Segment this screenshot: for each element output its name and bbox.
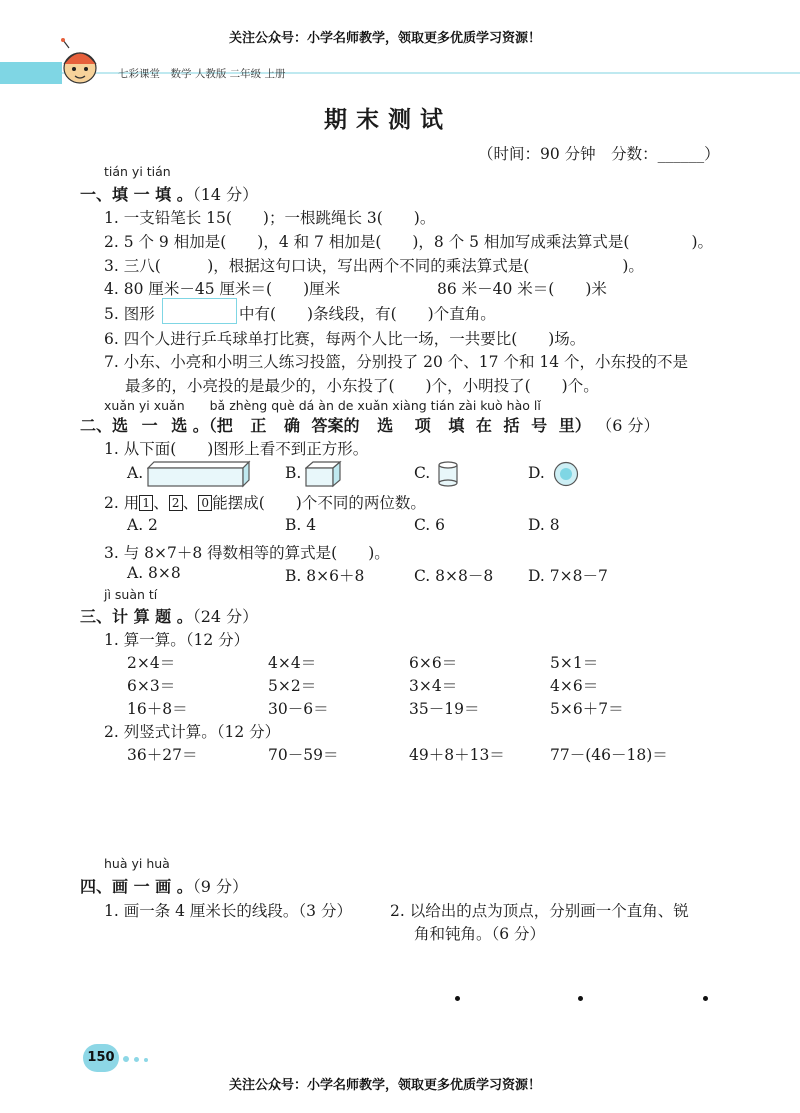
s2-q1-option-c: C.	[414, 464, 431, 482]
time-info: （时间：90 分钟 分数：______）	[478, 145, 720, 163]
s1-question-2: 2. 5 个 9 相加是( )，4 和 7 相加是( )，8 个 5 相加写成乘法算式是( )。	[104, 233, 714, 251]
digit-card-2: 2	[169, 495, 183, 511]
section1-heading: 一、填 一 填 。（14 分）	[80, 185, 259, 204]
footer-banner: 关注公众号：小学名师教学，领取更多优质学习资源！	[229, 1078, 542, 1093]
s1-question-7a: 7. 小东、小亮和小明三人练习投篮，分别投了 20 个、17 个和 14 个，小东投的不是	[104, 353, 689, 371]
s1-question-3: 3. 三八( )，根据这句口诀，写出两个不同的乘法算式是( )。	[104, 257, 644, 275]
s2-q1-option-b: B.	[285, 464, 302, 482]
vertex-dot-3	[703, 996, 708, 1001]
mascot-icon	[55, 38, 105, 86]
s4-question-2a: 2. 以给出的点为顶点，分别画一个直角、锐	[390, 902, 689, 920]
s1-question-5a: 5. 图形	[104, 305, 155, 323]
calc-r3-c1: 16＋8＝	[127, 700, 188, 718]
s2-q3-option-d: D. 7×8－7	[528, 567, 608, 585]
s2-q3-option-c: C. 8×8－8	[414, 567, 494, 585]
s1-question-5b: 中有( )条线段，有( )个直角。	[239, 305, 496, 323]
vertical-calc-4: 77－(46－18)＝	[550, 746, 668, 764]
s4-question-1: 1. 画一条 4 厘米长的线段。（3 分）	[104, 902, 352, 920]
s4-question-2b: 角和钝角。（6 分）	[414, 925, 546, 943]
calc-r1-c2: 4×4＝	[268, 654, 317, 672]
s1-question-4a: 4. 80 厘米－45 厘米＝( )厘米	[104, 280, 341, 298]
cuboid-icon	[147, 460, 251, 488]
calc-r1-c4: 5×1＝	[550, 654, 599, 672]
calc-r2-c2: 5×2＝	[268, 677, 317, 695]
s2-question-3: 3. 与 8×7＋8 得数相等的算式是( )。	[104, 544, 390, 562]
s2-q3-option-a: A. 8×8	[127, 564, 181, 582]
sphere-icon	[553, 461, 579, 487]
cube-icon	[305, 460, 343, 488]
section3-heading: 三、计 算 题 。（24 分）	[80, 607, 259, 626]
calc-r2-c3: 3×4＝	[409, 677, 458, 695]
s2-q3-option-b: B. 8×6＋8	[285, 567, 365, 585]
vertical-calc-3: 49＋8＋13＝	[409, 746, 505, 764]
s2-q2-option-b: B. 4	[285, 516, 317, 534]
s2-q2-option-d: D. 8	[528, 516, 560, 534]
s2-q2-option-a: A. 2	[127, 516, 158, 534]
calc-r1-c1: 2×4＝	[127, 654, 176, 672]
vertex-dot-2	[578, 996, 583, 1001]
s1-question-1: 1. 一支铅笔长 15( )；一根跳绳长 3( )。	[104, 209, 436, 227]
s3-sub-2: 2. 列竖式计算。（12 分）	[104, 723, 281, 741]
digit-card-0: 0	[198, 495, 212, 511]
calc-r2-c1: 6×3＝	[127, 677, 176, 695]
series-label: 七彩课堂 数学 人教版 二年级 上册	[118, 68, 286, 80]
calc-r3-c2: 30－6＝	[268, 700, 329, 718]
top-banner: 关注公众号：小学名师教学，领取更多优质学习资源！	[229, 31, 542, 46]
digit-card-1: 1	[139, 495, 153, 511]
s2-q2-option-c: C. 6	[414, 516, 446, 534]
vertical-calc-2: 70－59＝	[268, 746, 339, 764]
section2-pinyin: xuǎn yi xuǎn bǎ zhèng què dá àn de xuǎn xiàng tián zài kuò hào lǐ	[104, 398, 541, 413]
section4-pinyin: huà yi huà	[104, 856, 170, 871]
calc-r3-c3: 35－19＝	[409, 700, 480, 718]
calc-r1-c3: 6×6＝	[409, 654, 458, 672]
page-title: 期末测试	[324, 107, 452, 133]
rectangle-figure	[162, 298, 237, 324]
section4-heading: 四、画 一 画 。（9 分）	[80, 877, 248, 896]
s2-q1-option-a: A.	[127, 464, 144, 482]
s1-question-4b: 86 米－40 米＝( )米	[437, 280, 607, 298]
s2-q1-option-d: D.	[528, 464, 545, 482]
vertical-calc-1: 36＋27＝	[127, 746, 198, 764]
s2-question-2: 2. 用 1 、 2 、 0 能摆成( )个不同的两位数。	[104, 494, 426, 512]
page-number: 150	[83, 1044, 119, 1072]
cylinder-icon	[436, 460, 460, 488]
section2-heading: 二、选 一 选 。（把 正 确 答案的 选 项 填 在 括 号 里） （6 分）	[80, 416, 660, 435]
calc-r3-c4: 5×6＋7＝	[550, 700, 624, 718]
s1-question-6: 6. 四个人进行乒乓球单打比赛，每两个人比一场，一共要比( )场。	[104, 330, 586, 348]
s3-sub-1: 1. 算一算。（12 分）	[104, 631, 250, 649]
section3-pinyin: jì suàn tí	[104, 587, 158, 602]
section1-pinyin: tián yi tián	[104, 164, 171, 179]
vertex-dot-1	[455, 996, 460, 1001]
s2-question-1: 1. 从下面( )图形上看不到正方形。	[104, 440, 369, 458]
s1-question-7b: 最多的，小亮投的是最少的，小东投了( )个，小明投了( )个。	[125, 377, 599, 395]
calc-r2-c4: 4×6＝	[550, 677, 599, 695]
